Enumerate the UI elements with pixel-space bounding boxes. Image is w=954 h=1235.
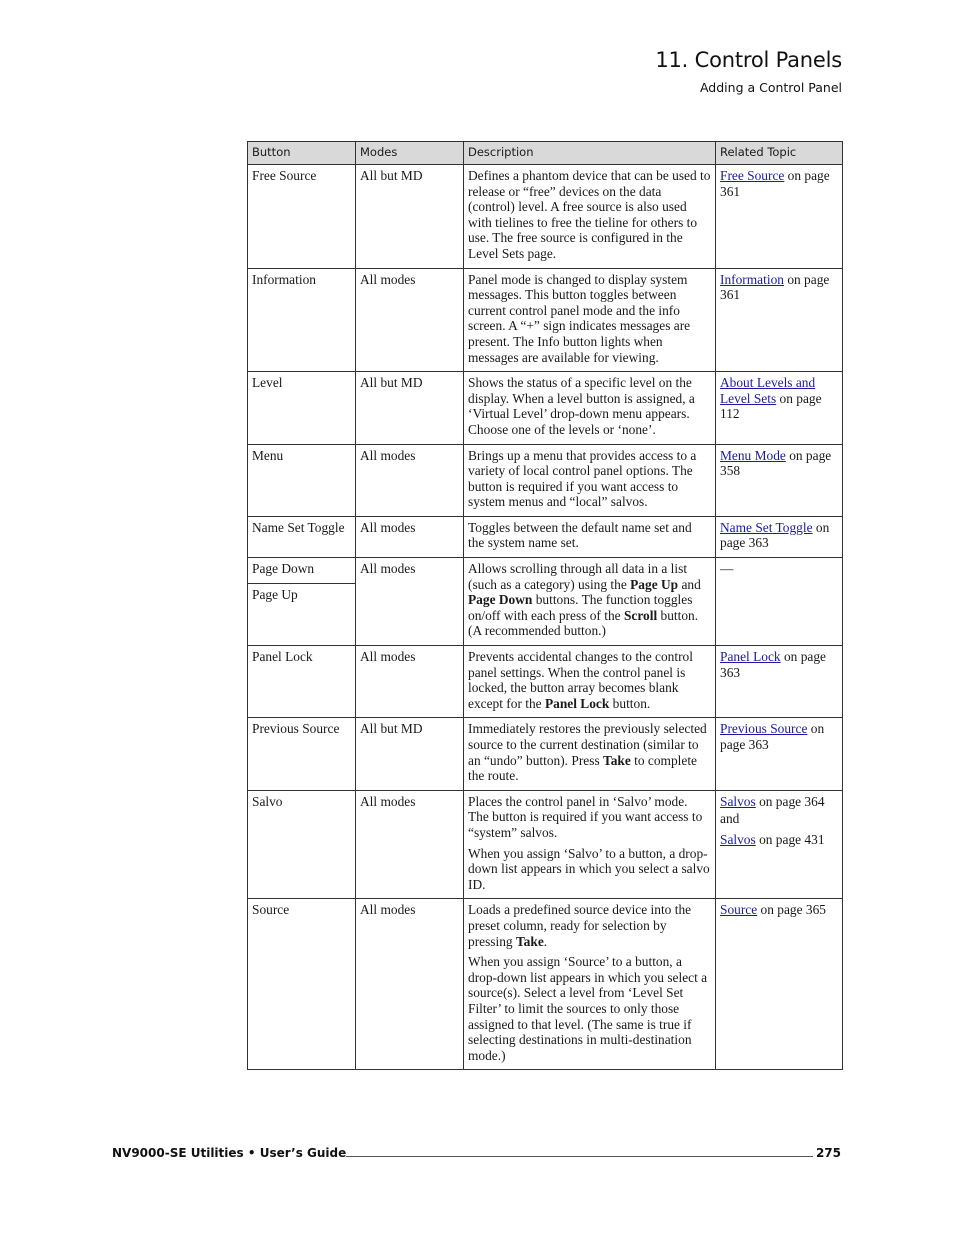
button-cell: Page Up [248, 583, 356, 645]
button-cell: Level [248, 372, 356, 444]
related-topic-link[interactable]: Panel Lock [720, 649, 781, 665]
page-number: 275 [815, 1146, 841, 1160]
related-topic-link[interactable]: Salvos [720, 793, 756, 809]
description-paragraph: Places the control panel in ‘Salvo’ mode. The button is required if you want access to “system” salvos. [468, 793, 703, 840]
related-conjunction: and [720, 811, 740, 827]
table-row [248, 516, 843, 557]
related-page-ref: on page 112 [720, 390, 822, 422]
description-text: button. (A recommended button.) [468, 607, 699, 639]
description-text: button. [609, 695, 651, 711]
description-text: Loads a predefined source device into the preset column, ready for selection by pressing [468, 902, 692, 949]
button-cell: Previous Source [248, 718, 356, 790]
table-row [248, 268, 843, 372]
button-cell: Panel Lock [248, 646, 356, 718]
table-row [248, 165, 843, 269]
description-text: and [678, 576, 701, 592]
modes-cell: All modes [356, 558, 464, 646]
related-topic-link[interactable]: Free Source [720, 168, 785, 183]
button-cell: Information [248, 268, 356, 372]
modes-cell: All modes [356, 646, 464, 718]
description-text: Immediately restores the previously selected source to the current destination (similar to an “undo” button). Press [468, 721, 707, 768]
table-row [248, 558, 843, 584]
description-bold: Panel Lock [544, 695, 610, 711]
column-header-related-topic: Related Topic [716, 142, 843, 165]
description-cell: Brings up a menu that provides access to a variety of local control panel options. The button is required if you want access to system menus and “local” salvos. [464, 444, 716, 516]
related-topic-cell [716, 516, 843, 557]
related-topic-link[interactable]: About Levels and Level Sets [720, 375, 816, 406]
description-text: . [543, 933, 548, 949]
description-bold: Page Down [468, 592, 533, 608]
related-topic-cell [716, 165, 843, 269]
related-topic-link[interactable]: Name Set Toggle [720, 519, 813, 535]
related-topic-cell [716, 718, 843, 790]
description-cell [464, 718, 716, 790]
related-topic-cell [716, 268, 843, 372]
description-cell: Shows the status of a specific level on the display. When a level button is assigned, a ‘Virtual Level’ drop-down menu appears. Choose one of the levels or ‘none’. [464, 372, 716, 444]
modes-cell: All modes [356, 444, 464, 516]
related-topic-link[interactable]: Source [720, 902, 758, 918]
related-page-ref: on page 361 [720, 271, 830, 303]
related-topic-cell [716, 646, 843, 718]
button-cell: Page Down [248, 558, 356, 584]
related-page-ref: on page 363 [720, 721, 825, 752]
related-topic-cell: — [716, 558, 843, 646]
section-subtitle: Adding a Control Panel [699, 80, 842, 95]
related-topic-cell [716, 899, 843, 1070]
table-header-row [248, 142, 843, 165]
related-topic-cell [716, 372, 843, 444]
description-text: Prevents accidental changes to the control panel settings. When the control panel is locked, the button array becomes blank except for the [468, 649, 693, 711]
description-paragraph: When you assign ‘Source’ to a button, a drop-down list appears in which you select a source(s). Select a level from ‘Level Set Filter’ to limit the sources to only those assigned to that level. (The same is true if selecting destinations in multi-destination mode.) [468, 954, 708, 1063]
description-cell: Panel mode is changed to display system messages. This button toggles between current control panel mode and the info screen. A “+” sign indicates messages are present. The Info button lights when messages are available for viewing. [464, 268, 716, 372]
related-topic-link[interactable]: Salvos [720, 831, 756, 847]
table-row [248, 372, 843, 444]
description-bold: Scroll [623, 607, 658, 623]
modes-cell: All modes [356, 268, 464, 372]
chapter-title: 11. Control Panels [655, 48, 842, 72]
modes-cell: All but MD [356, 718, 464, 790]
description-paragraph: When you assign ‘Salvo’ to a button, a drop-down list appears in which you select a salvo ID. [468, 845, 710, 892]
related-topic-cell [716, 444, 843, 516]
related-line [720, 832, 838, 848]
description-cell [464, 558, 716, 646]
description-bold: Take [603, 752, 631, 768]
related-page-ref: on page 431 [755, 831, 825, 847]
column-header-modes: Modes [356, 142, 464, 165]
modes-cell: All modes [356, 516, 464, 557]
description-text: to complete the route. [468, 752, 697, 784]
button-cell: Menu [248, 444, 356, 516]
description-bold: Page Up [630, 576, 679, 592]
description-cell [464, 790, 716, 899]
description-cell [464, 899, 716, 1070]
column-header-button: Button [248, 142, 356, 165]
description-text: buttons. The function toggles on/off with each press of the [468, 592, 693, 623]
description-cell [464, 646, 716, 718]
table-row [248, 444, 843, 516]
modes-cell: All but MD [356, 165, 464, 269]
related-line [720, 794, 838, 810]
related-page-ref: on page 361 [720, 168, 830, 199]
button-cell: Free Source [248, 165, 356, 269]
footer-document-title: NV9000-SE Utilities • User’s Guide [112, 1146, 347, 1160]
related-page-ref: on page 358 [720, 447, 832, 479]
button-cell: Salvo [248, 790, 356, 899]
related-topic-cell [716, 790, 843, 899]
column-header-description: Description [464, 142, 716, 165]
table-row [248, 718, 843, 790]
related-page-ref: on page 364 [755, 793, 825, 809]
related-topic-link[interactable]: Information [720, 271, 784, 287]
table-row [248, 646, 843, 718]
description-cell: Toggles between the default name set and the system name set. [464, 516, 716, 557]
modes-cell: All modes [356, 790, 464, 899]
control-panel-buttons-table [247, 141, 843, 1070]
table-row [248, 899, 843, 1070]
description-bold: Take [515, 933, 544, 949]
footer-divider [346, 1156, 813, 1157]
related-topic-link[interactable]: Previous Source [720, 721, 808, 737]
related-page-ref: on page 363 [720, 519, 830, 551]
modes-cell: All but MD [356, 372, 464, 444]
description-text: Allows scrolling through all data in a list (such as a category) using the [468, 561, 688, 592]
button-cell: Source [248, 899, 356, 1070]
description-paragraph [468, 902, 711, 949]
modes-cell: All modes [356, 899, 464, 1070]
related-page-ref: on page 363 [720, 649, 826, 680]
related-topic-link[interactable]: Menu Mode [720, 447, 786, 463]
related-page-ref: on page 365 [757, 902, 826, 918]
button-cell: Name Set Toggle [248, 516, 356, 557]
description-cell: Defines a phantom device that can be used to release or “free” devices on the data (control) level. A free source is also used with tielines to free the tieline for others to use. The free source is configured in the Level Sets page. [464, 165, 716, 269]
table-row [248, 790, 843, 899]
